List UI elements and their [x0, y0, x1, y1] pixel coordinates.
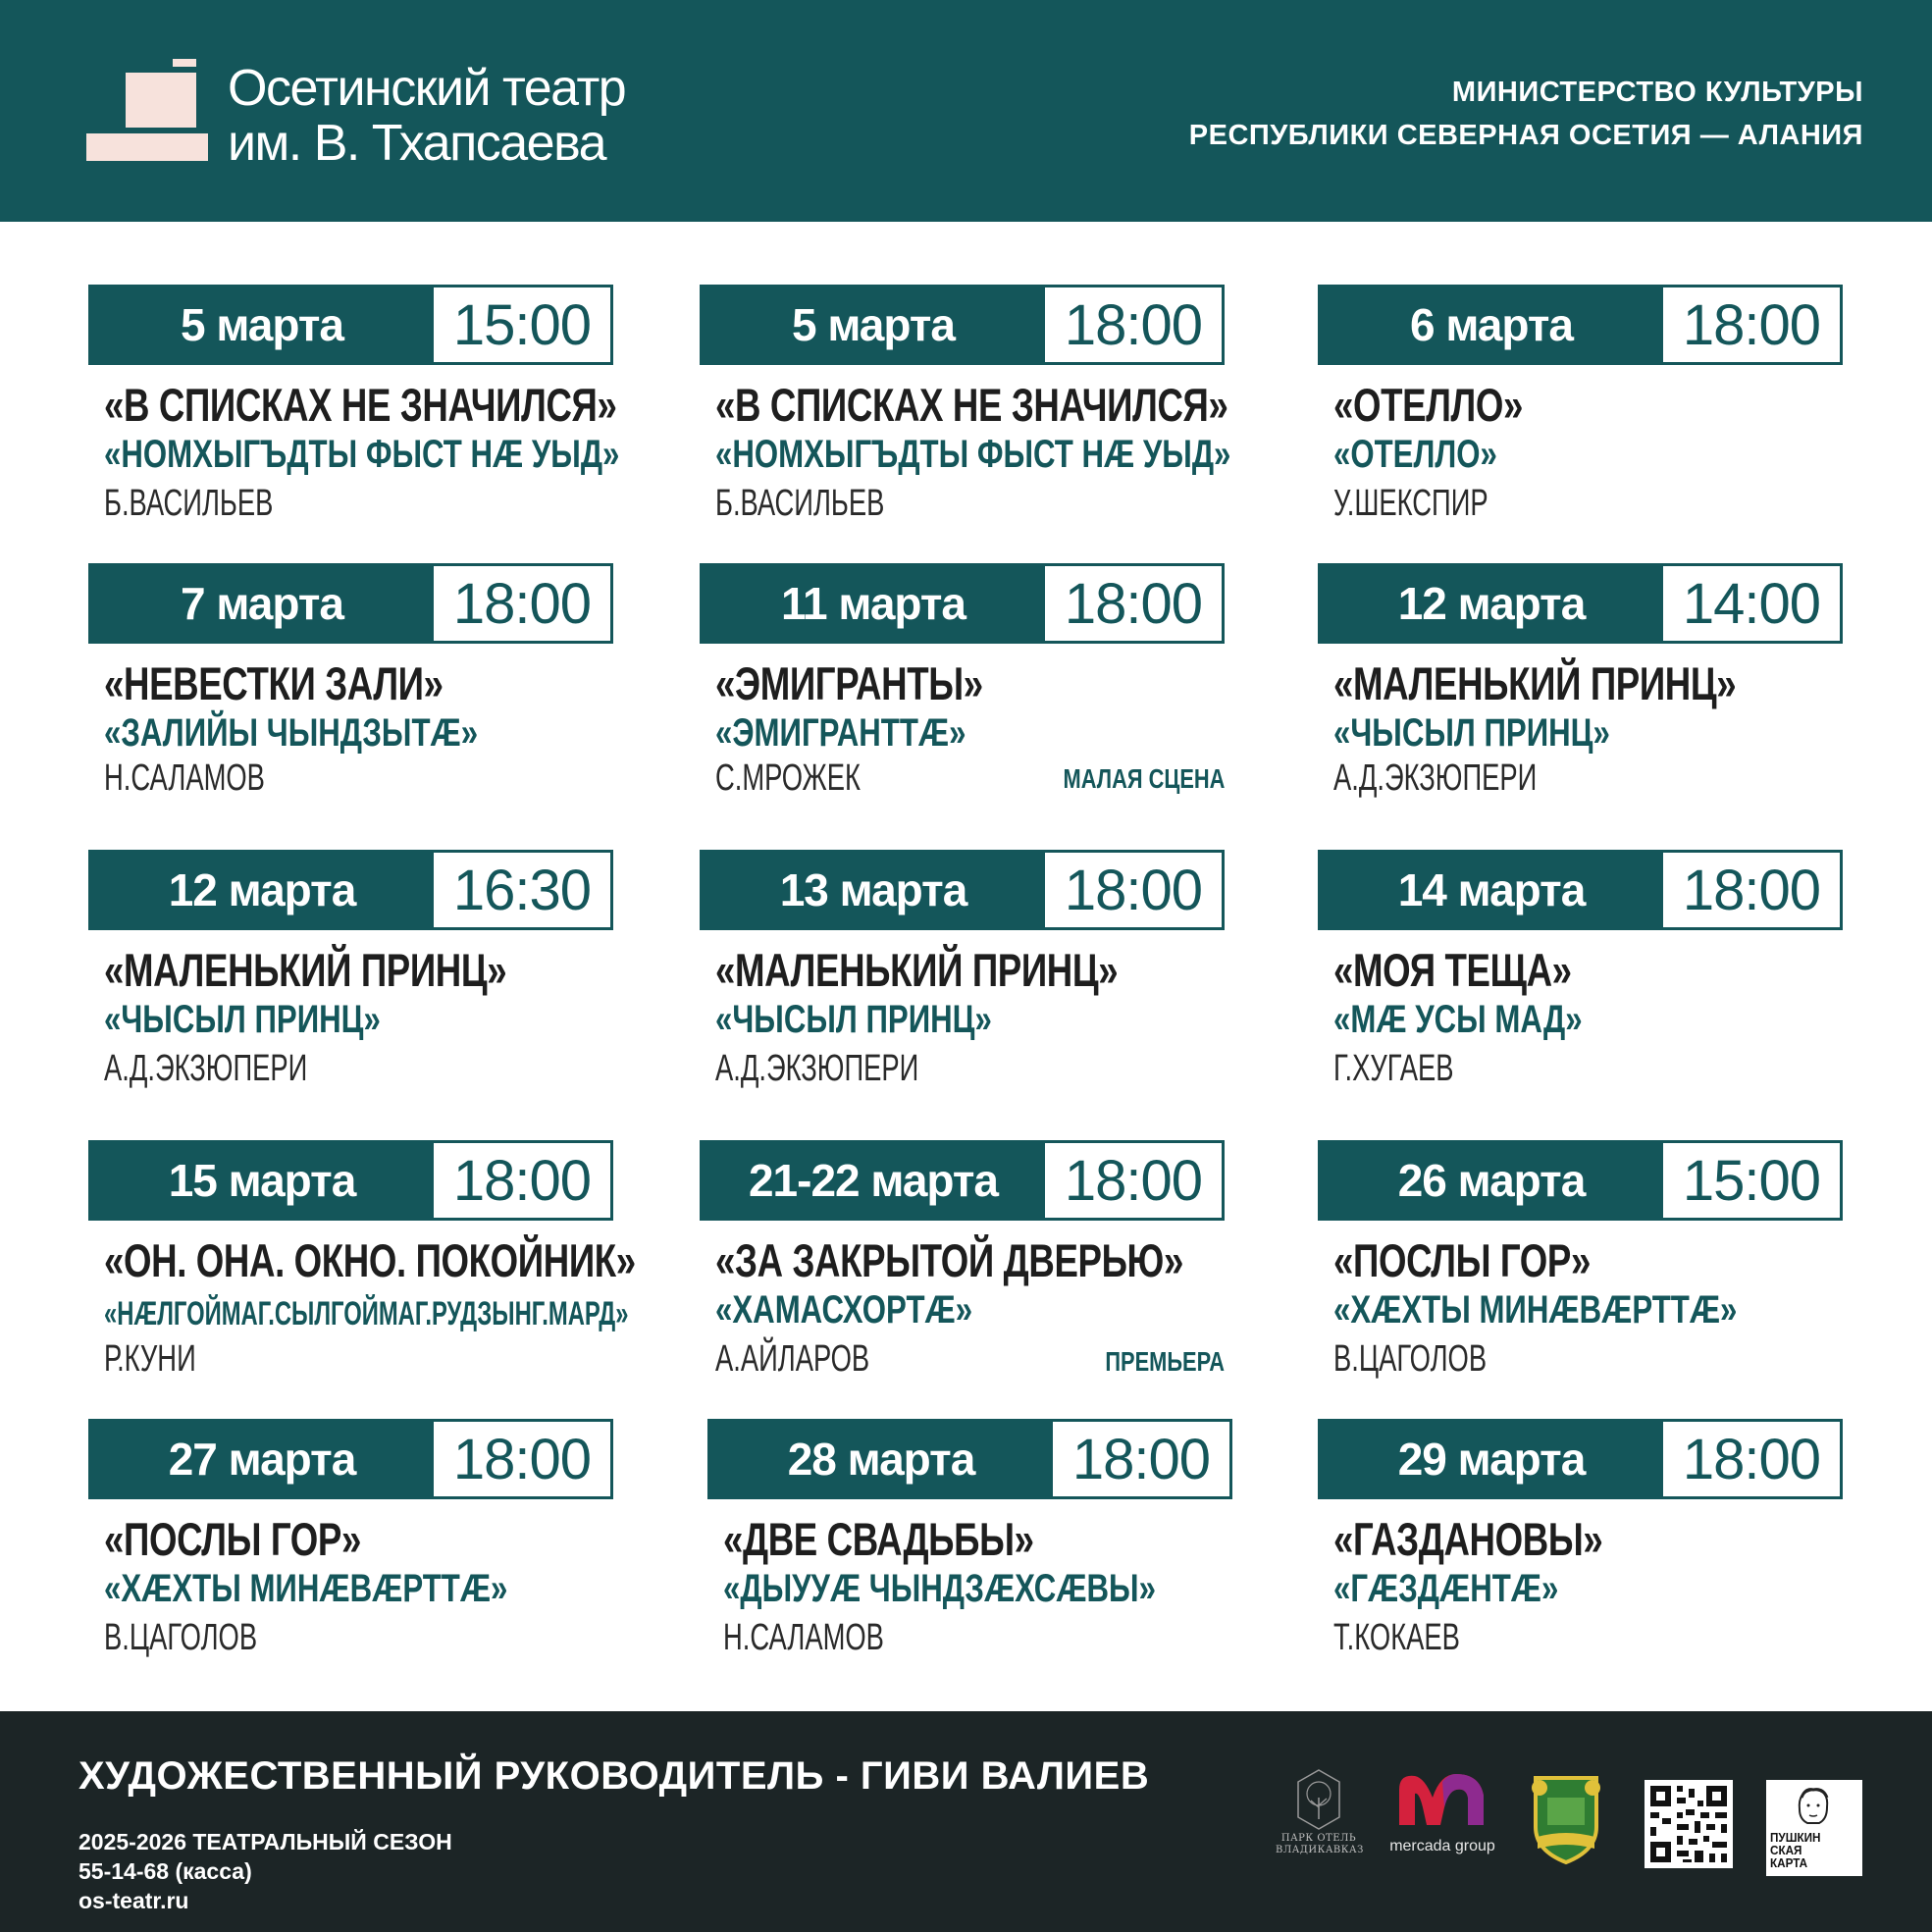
- event-title: «ГАЗДАНОВЫ»: [1333, 1513, 1603, 1565]
- event-date: 13 марта: [779, 864, 967, 915]
- mercada-m-icon: [1393, 1768, 1491, 1831]
- event-card: [1318, 285, 1843, 540]
- theatre-name-line1: Осетинский театр: [228, 60, 626, 117]
- mercada-label: mercada group: [1389, 1838, 1495, 1854]
- event-date-bar: [700, 850, 1225, 930]
- event-card: [700, 1140, 1225, 1395]
- event-card: [88, 1419, 613, 1674]
- event-time: 15:00: [1663, 1143, 1840, 1218]
- event-time: 18:00: [1663, 853, 1840, 927]
- event-date-bar: [1318, 285, 1843, 365]
- event-time: 18:00: [1053, 1422, 1229, 1496]
- event-time: 18:00: [1663, 287, 1840, 362]
- event-author: У.ШЕКСПИР: [1333, 483, 1488, 524]
- box-office-phone: 55-14-68 (касса): [78, 1858, 252, 1884]
- event-title: «ПОСЛЫ ГОР»: [104, 1513, 361, 1565]
- pushkin-portrait-icon: [1792, 1784, 1835, 1831]
- season-label: 2025-2026 ТЕАТРАЛЬНЫЙ СЕЗОН: [78, 1829, 452, 1854]
- event-time: 18:00: [434, 1422, 610, 1496]
- event-card: [88, 563, 613, 818]
- event-author: А.Д.ЭКЗЮПЕРИ: [715, 1048, 919, 1089]
- event-date: 12 марта: [168, 864, 356, 915]
- pushkin-line1: ПУШКИН: [1770, 1830, 1821, 1845]
- event-author: Г.ХУГАЕВ: [1333, 1048, 1454, 1089]
- event-date-bar: [1318, 563, 1843, 644]
- theatre-name: [228, 61, 625, 171]
- website-link[interactable]: os-teatr.ru: [78, 1888, 189, 1913]
- event-title: «ОТЕЛЛО»: [1333, 379, 1523, 431]
- event-time: 18:00: [1045, 1143, 1222, 1218]
- pushkin-line2: СКАЯ: [1770, 1843, 1802, 1857]
- qr-code-icon[interactable]: [1645, 1780, 1733, 1868]
- event-time: 14:00: [1663, 566, 1840, 641]
- event-date-bar: [88, 1419, 613, 1499]
- event-title: «ПОСЛЫ ГОР»: [1333, 1234, 1591, 1286]
- event-card: [1318, 1419, 1843, 1674]
- event-title: «ДВЕ СВАДЬБЫ»: [723, 1513, 1034, 1565]
- event-card: [700, 285, 1231, 540]
- bavaria-logo-icon: [1526, 1768, 1606, 1870]
- event-title-ossetian: «ХАМАСХОРТÆ»: [715, 1288, 973, 1332]
- event-title-ossetian: «НОМХЫГЪДТЫ ФЫСТ НÆ УЫД»: [715, 433, 1231, 476]
- event-date: 27 марта: [168, 1434, 356, 1485]
- theatre-name-line2: им. В. Тхапсаева: [228, 115, 606, 172]
- event-time: 15:00: [434, 287, 610, 362]
- ministry-line2: РЕСПУБЛИКИ СЕВЕРНАЯ ОСЕТИЯ — АЛАНИЯ: [1188, 120, 1863, 151]
- event-date-bar: [1318, 1140, 1843, 1221]
- event-title-ossetian: «ГÆЗДÆНТÆ»: [1333, 1567, 1559, 1610]
- event-card: [1318, 1140, 1843, 1395]
- event-title-ossetian: «ДЫУУÆ ЧЫНДЗÆХСÆВЫ»: [723, 1567, 1156, 1610]
- event-card: [1318, 850, 1843, 1105]
- theatre-logo-icon: [86, 59, 208, 161]
- park-hotel-logo: [1276, 1768, 1362, 1876]
- event-date-bar: [88, 285, 613, 365]
- event-time: 16:30: [434, 853, 610, 927]
- event-time: 18:00: [1045, 566, 1222, 641]
- event-title: «ЗА ЗАКРЫТОЙ ДВЕРЬЮ»: [715, 1234, 1183, 1286]
- event-title-ossetian: «ХÆХТЫ МИНÆВÆРТТÆ»: [1333, 1288, 1738, 1332]
- event-title-ossetian: «МÆ УСЫ МАД»: [1333, 998, 1583, 1041]
- event-date-bar: [700, 1140, 1225, 1221]
- event-note-premiere: ПРЕМЬЕРА: [1105, 1346, 1225, 1377]
- event-title: «В СПИСКАХ НЕ ЗНАЧИЛСЯ»: [715, 379, 1228, 431]
- ministry-label: [1189, 71, 1863, 157]
- artistic-director: ХУДОЖЕСТВЕННЫЙ РУКОВОДИТЕЛЬ - ГИВИ ВАЛИЕВ: [78, 1754, 1150, 1798]
- event-title: «МАЛЕНЬКИЙ ПРИНЦ»: [715, 944, 1119, 996]
- event-author: В.ЦАГОЛОВ: [104, 1617, 258, 1658]
- event-date: 12 марта: [1397, 578, 1586, 629]
- header-banner: [0, 0, 1932, 222]
- event-author: Н.САЛАМОВ: [723, 1617, 884, 1658]
- event-date: 15 марта: [168, 1155, 356, 1206]
- event-title: «МОЯ ТЕЩА»: [1333, 944, 1572, 996]
- event-title-ossetian: «ОТЕЛЛО»: [1333, 433, 1497, 476]
- mercada-logo: [1384, 1768, 1501, 1876]
- event-author: Б.ВАСИЛЬЕВ: [715, 483, 885, 524]
- event-title: «ОН. ОНА. ОКНО. ПОКОЙНИК»: [104, 1234, 636, 1286]
- event-date: 11 марта: [780, 578, 966, 629]
- event-time: 18:00: [1663, 1422, 1840, 1496]
- event-author: Р.КУНИ: [104, 1338, 196, 1380]
- event-card: [707, 1419, 1232, 1674]
- event-date-bar: [707, 1419, 1232, 1499]
- event-date: 5 марта: [181, 299, 343, 350]
- event-date-bar: [1318, 850, 1843, 930]
- event-date: 5 марта: [792, 299, 955, 350]
- event-card: [88, 285, 620, 540]
- event-title-ossetian: «ХÆХТЫ МИНÆВÆРТТÆ»: [104, 1567, 508, 1610]
- event-title-ossetian: «ЧЫСЫЛ ПРИНЦ»: [715, 998, 992, 1041]
- event-card: [700, 563, 1225, 818]
- park-hotel-line1: ПАРК ОТЕЛЬ: [1280, 1833, 1357, 1844]
- event-date: 6 марта: [1410, 299, 1573, 350]
- event-date-bar: [700, 285, 1225, 365]
- park-hotel-line2: ВЛАДИКАВКАЗ: [1276, 1845, 1364, 1855]
- event-card: [88, 1140, 636, 1395]
- event-date: 29 марта: [1397, 1434, 1586, 1485]
- ministry-line1: МИНИСТЕРСТВО КУЛЬТУРЫ: [1451, 77, 1863, 108]
- event-date-bar: [88, 850, 613, 930]
- event-date: 28 марта: [787, 1434, 975, 1485]
- event-title: «МАЛЕНЬКИЙ ПРИНЦ»: [1333, 657, 1737, 709]
- event-title: «В СПИСКАХ НЕ ЗНАЧИЛСЯ»: [104, 379, 617, 431]
- tree-icon: [1294, 1768, 1343, 1833]
- event-date-bar: [700, 563, 1225, 644]
- event-title-ossetian: «НОМХЫГЪДТЫ ФЫСТ НÆ УЫД»: [104, 433, 620, 476]
- event-title: «НЕВЕСТКИ ЗАЛИ»: [104, 657, 444, 709]
- event-date: 14 марта: [1397, 864, 1586, 915]
- event-author: Н.САЛАМОВ: [104, 757, 265, 799]
- event-author: Б.ВАСИЛЬЕВ: [104, 483, 274, 524]
- footer-info: [78, 1827, 452, 1915]
- event-author: С.МРОЖЕК: [715, 757, 861, 799]
- event-date: 26 марта: [1397, 1155, 1586, 1206]
- event-date-bar: [1318, 1419, 1843, 1499]
- event-title-ossetian: «ЭМИГРАНТТÆ»: [715, 711, 966, 755]
- event-note-small-stage: МАЛАЯ СЦЕНА: [1063, 763, 1225, 794]
- event-card: [1318, 563, 1843, 818]
- event-title: «МАЛЕНЬКИЙ ПРИНЦ»: [104, 944, 507, 996]
- event-title-ossetian: «ЗАЛИЙЫ ЧЫНДЗЫТÆ»: [104, 711, 479, 755]
- event-title-ossetian: «НÆЛГОЙМАГ.СЫЛГОЙМАГ.РУДЗЫНГ.МАРД»: [104, 1295, 629, 1332]
- event-author: Т.КОКАЕВ: [1333, 1617, 1460, 1658]
- event-card: [88, 850, 613, 1105]
- event-author: В.ЦАГОЛОВ: [1333, 1338, 1488, 1380]
- event-title-ossetian: «ЧЫСЫЛ ПРИНЦ»: [104, 998, 381, 1041]
- event-date-bar: [88, 1140, 613, 1221]
- event-time: 18:00: [1045, 853, 1222, 927]
- footer-banner: [0, 1711, 1932, 1932]
- event-card: [700, 850, 1225, 1105]
- pushkin-card-logo: [1766, 1780, 1862, 1876]
- event-date: 21-22 марта: [748, 1155, 999, 1206]
- event-time: 18:00: [434, 566, 610, 641]
- event-author: А.Д.ЭКЗЮПЕРИ: [1333, 757, 1538, 799]
- event-title-ossetian: «ЧЫСЫЛ ПРИНЦ»: [1333, 711, 1610, 755]
- pushkin-card-label: [1770, 1831, 1827, 1869]
- event-time: 18:00: [434, 1143, 610, 1218]
- event-author: А.Д.ЭКЗЮПЕРИ: [104, 1048, 308, 1089]
- event-title: «ЭМИГРАНТЫ»: [715, 657, 983, 709]
- event-author: А.АЙЛАРОВ: [715, 1338, 870, 1380]
- event-time: 18:00: [1045, 287, 1222, 362]
- pushkin-line3: КАРТА: [1770, 1855, 1808, 1870]
- event-date: 7 марта: [181, 578, 343, 629]
- event-date-bar: [88, 563, 613, 644]
